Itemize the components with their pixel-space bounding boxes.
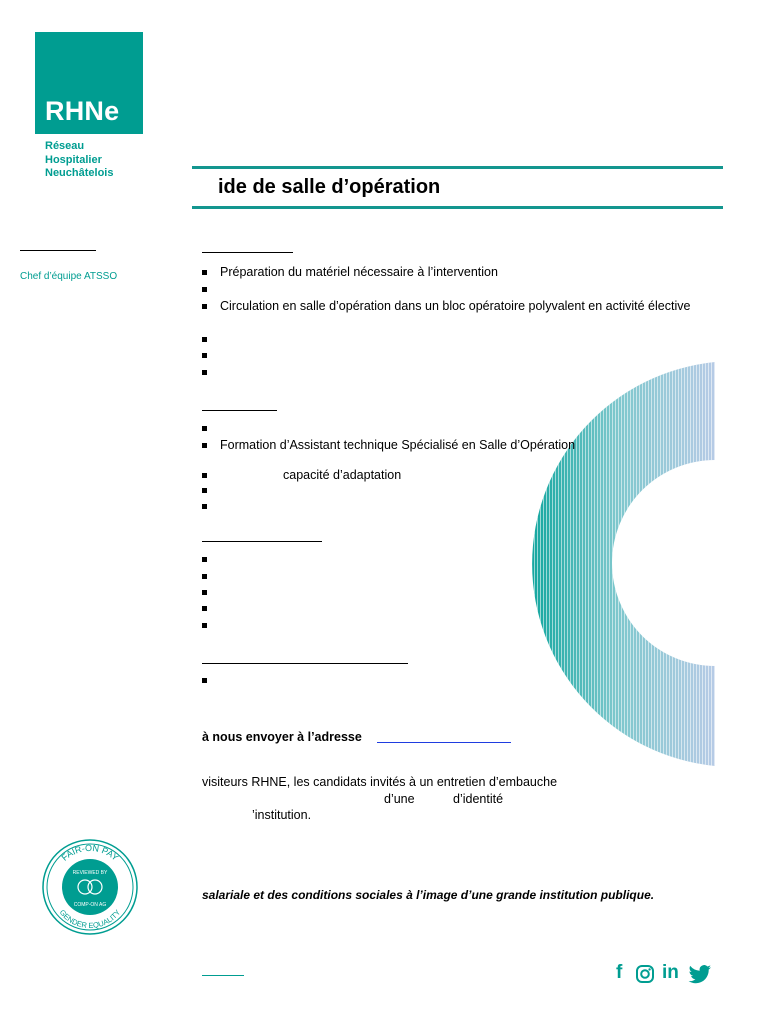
contact-role: Chef d’équipe ATSSO: [20, 271, 118, 282]
instagram-icon[interactable]: [635, 964, 655, 984]
decorative-arc: [510, 360, 720, 770]
badge-bottom-text: GENDER EQUALITY: [57, 907, 123, 931]
bullet: [202, 337, 207, 342]
visitors-word1: d’une: [384, 792, 415, 806]
section-rule-missions: [202, 252, 293, 253]
title-rule-top: [192, 166, 723, 169]
profile-item: capacité d’adaptation: [283, 468, 402, 482]
badge-company: COMP-ON AG: [73, 902, 107, 908]
org-line-3: Neuchâtelois: [45, 167, 114, 179]
bullet: [202, 678, 207, 683]
section-rule-profile: [202, 410, 277, 411]
bullet: [202, 606, 207, 611]
salary-statement: salariale et des conditions sociales à l’image d’une grande institution publique.: [202, 888, 655, 902]
sidebar-rule: [20, 250, 96, 251]
badge-reviewed: REVIEWED BY: [72, 870, 108, 876]
bullet: [202, 473, 207, 478]
twitter-icon[interactable]: [688, 965, 712, 984]
bullet: [202, 557, 207, 562]
bullet: [202, 287, 207, 292]
email-link[interactable]: [377, 742, 511, 743]
bullet: [202, 504, 207, 509]
bullet: [202, 623, 207, 628]
fair-on-pay-badge: [38, 838, 142, 936]
logo-text: RHNe: [45, 96, 120, 126]
page-title: ide de salle d’opération: [218, 176, 441, 198]
badge-top-text: FAIR-ON PAY: [59, 842, 121, 863]
bullet: [202, 574, 207, 579]
org-line-1: Réseau: [45, 140, 85, 152]
bullet: [202, 370, 207, 375]
mission-item: Préparation du matériel nécessaire à l’intervention: [220, 265, 498, 279]
bullet: [202, 443, 207, 448]
facebook-icon[interactable]: f: [616, 962, 623, 983]
bullet: [202, 304, 207, 309]
profile-item: Formation d’Assistant technique Spécialisé en Salle d’Opération: [220, 438, 576, 452]
bullet: [202, 270, 207, 275]
send-instruction: à nous envoyer à l’adresse: [202, 730, 362, 744]
visitors-text-line3: ’institution.: [252, 808, 312, 822]
org-line-2: Hospitalier: [45, 153, 102, 166]
footer-rule: [202, 975, 244, 976]
mission-item: Circulation en salle d’opération dans un bloc opératoire polyvalent en activité élective: [220, 299, 691, 313]
visitors-text-line1: visiteurs RHNE, les candidats invités à un entretien d’embauche: [202, 775, 558, 789]
organization-name: [45, 140, 113, 181]
section-rule-offer: [202, 541, 322, 542]
bullet: [202, 488, 207, 493]
bullet: [202, 426, 207, 431]
linkedin-icon[interactable]: in: [662, 962, 679, 983]
visitors-word2: d’identité: [453, 792, 504, 806]
title-rule-bottom: [192, 206, 723, 209]
bullet: [202, 353, 207, 358]
bullet: [202, 590, 207, 595]
section-rule-info: [202, 663, 408, 664]
